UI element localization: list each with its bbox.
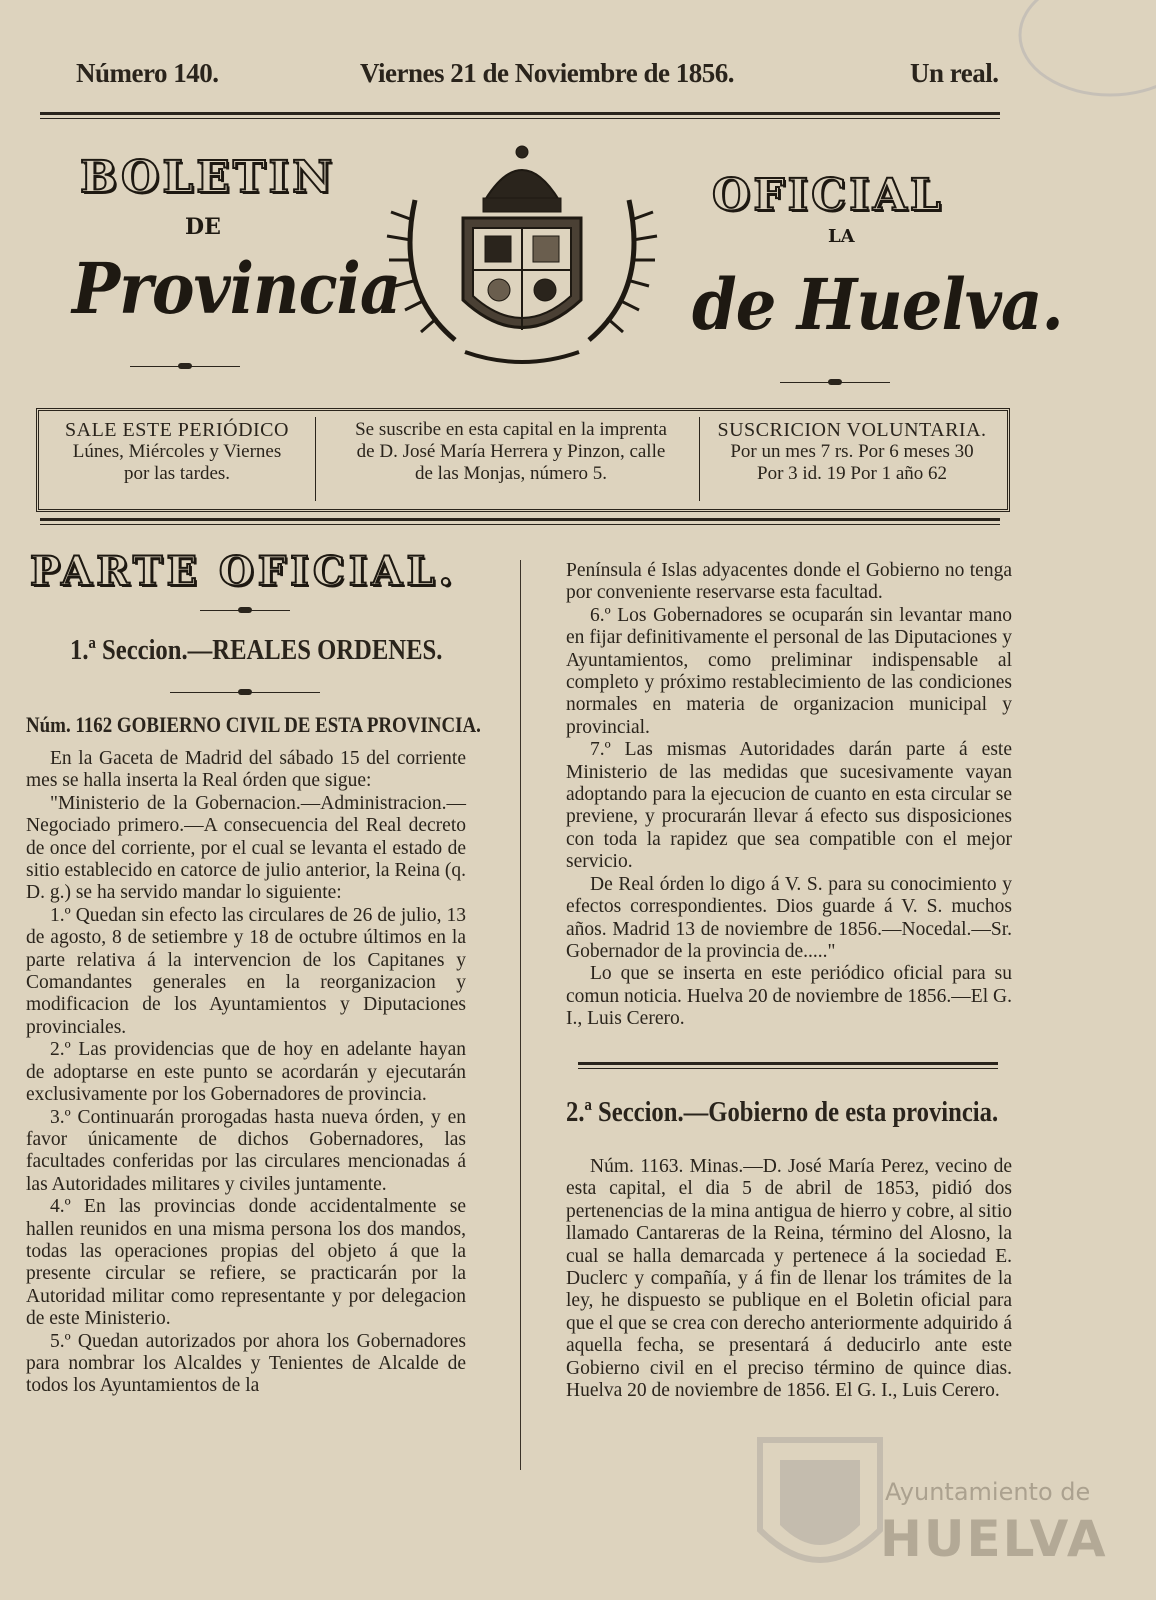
subscribe-line-2: de D. José María Herrera y Pinzon, calle <box>356 441 666 462</box>
right-column-text <box>566 560 1012 1031</box>
ornament-right-dot <box>828 379 842 385</box>
box-divider-2 <box>699 417 700 501</box>
masthead-oficial: OFICIAL <box>712 170 944 221</box>
prices-head: SUSCRICION VOLUNTARIA. <box>717 419 987 441</box>
schedule-time: por las tardes. <box>123 463 231 484</box>
box-bottom-rule <box>40 518 1000 525</box>
watermark-line-2: HUELVA <box>880 1510 1108 1568</box>
box-divider-1 <box>315 417 316 501</box>
schedule-head: SALE ESTE PERIÓDICO <box>65 419 289 441</box>
left-paragraph: En la Gaceta de Madrid del sábado 15 del corriente mes se halla inserta la Real órden que sigue: <box>26 748 466 792</box>
ornament-left-dot <box>178 363 192 369</box>
left-column-text <box>26 748 466 1398</box>
subscribe-line-1: Se suscribe en esta capital en la imprenta <box>355 419 667 440</box>
masthead-huelva: de Huelva. <box>692 264 1063 347</box>
decree-number-title: Núm. 1162 GOBIERNO CIVIL DE ESTA PROVINCIA. <box>26 712 481 737</box>
right-paragraph: De Real órden lo digo á V. S. para su conocimiento y efectos correspondientes. Dios guarde á V. S. muchos años. Madrid 13 de noviembre de 1856.—Nocedal.—Sr. Gobernador de la provincia de....." <box>566 873 1012 962</box>
schedule-info <box>43 419 311 485</box>
masthead-la: LA <box>828 226 855 247</box>
section-1-title: 1.ª Seccion.—REALES ORDENES. <box>70 634 443 666</box>
left-paragraph: 5.º Quedan autorizados por ahora los Gobernadores para nombrar los Alcaldes y Tenientes de Alcalde de todos los Ayuntamientos de la <box>26 1330 466 1397</box>
parte-oficial-title: PARTE OFICIAL. <box>30 548 457 595</box>
library-stamp <box>1000 0 1156 110</box>
subscribe-line-3: de las Monjas, número 5. <box>414 463 608 484</box>
issue-date: Viernes 21 de Noviembre de 1856. <box>360 58 734 88</box>
masthead-de: DE <box>185 214 221 240</box>
issue-header <box>40 58 1000 98</box>
left-paragraph: 2.º Las providencias que de hoy en adelante hayan de adoptarse en este punto se acordarán y ejecutarán exclusivamente por los Gobernadores de provincia. <box>26 1039 466 1106</box>
right-column-mines <box>566 1156 1012 1402</box>
parte-ornament-dot <box>238 607 252 613</box>
right-paragraph: Lo que se inserta en este periódico oficial para su comun noticia. Huelva 20 de noviembre de 1856.—El G. I., Luis Cerero. <box>566 963 1012 1030</box>
header-rule <box>40 112 1000 119</box>
schedule-days: Lúnes, Miércoles y Viernes <box>72 441 282 462</box>
right-paragraph: Península é Islas adyacentes donde el Gobierno no tenga por conveniente reservarse esta facultad. <box>566 560 1012 604</box>
issue-price: Un real. <box>910 58 999 88</box>
mines-paragraph: Núm. 1163. Minas.—D. José María Perez, vecino de esta capital, el dia 5 de abril de 1853, pidió dos pertenencias de la mina antigua de hierro y cobre, al sitio llamado Cantareras de la Reina, término del Alosno, la cual se halla demarcada y pertenece á la sociedad E. Duclerc y compañía, y á fin de llenar los trámites de la ley, he dispuesto se publique en el Boletin oficial para que el que se crea con derecho anteriormente adquirido á aquella fecha, se presentará á deducirlo ante este Gobierno civil en el preciso término de quince dias. Huelva 20 de noviembre de 1856. El G. I., Luis Cerero. <box>566 1156 1012 1402</box>
section-1-ornament-dot <box>238 689 252 695</box>
subscribe-where <box>323 419 699 485</box>
issue-number: Número 140. <box>76 58 219 88</box>
watermark-line-1: Ayuntamiento de <box>885 1478 1091 1506</box>
section-2-rule <box>578 1062 998 1069</box>
prices-line-1: Por un mes 7 rs. Por 6 meses 30 <box>730 441 974 462</box>
subscription-box <box>36 408 1010 512</box>
masthead-boletin: BOLETIN <box>80 152 336 203</box>
column-divider <box>520 560 521 1470</box>
royal-crest-icon <box>355 140 690 375</box>
masthead-provincia: Provincia <box>72 248 401 331</box>
left-paragraph: 1.º Quedan sin efecto las circulares de 26 de julio, 13 de agosto, 8 de setiembre y 18 de octubre últimos en la parte relativa á la intervencion de los Capitanes y Comandantes generales en la reorganizacion y modificacion de los Ayuntamientos y Diputaciones provinciales. <box>26 904 466 1038</box>
subscription-prices <box>703 419 1001 485</box>
left-paragraph: "Ministerio de la Gobernacion.—Administracion.—Negociado primero.—A consecuencia del Real decreto de once del corriente, por el cual se levanta el estado de sitio establecido en catorce de julio anterior, la Reina (q. D. g.) se ha servido mandar lo siguiente: <box>26 792 466 904</box>
left-paragraph: 4.º En las provincias donde accidentalmente se hallen reunidos en una misma persona los dos mandos, todas las operaciones propias del objeto á que la presente circular se refiere, se practicarán por la Autoridad militar como representante y por delegacion de este Ministerio. <box>26 1196 466 1330</box>
left-paragraph: 3.º Continuarán prorogadas hasta nueva órden, y en favor únicamente de dichos Gobernadores, las facultades conferidas por las circulares mencionadas á las Autoridades militares y civiles juntamente. <box>26 1106 466 1195</box>
prices-line-2: Por 3 id. 19 Por 1 año 62 <box>757 463 947 484</box>
right-paragraph: 6.º Los Gobernadores se ocuparán sin levantar mano en fijar definitivamente el personal de las Diputaciones y Ayuntamientos, como preliminar indispensable al completo y próximo restablecimiento de las condiciones normales en materia de organizacion municipal y provincial. <box>566 604 1012 738</box>
section-2-title: 2.ª Seccion.—Gobierno de esta provincia. <box>566 1096 999 1128</box>
right-paragraph: 7.º Las mismas Autoridades darán parte á este Ministerio de las medidas que sucesivamente vayan adoptando para la ejecucion de cuanto en esta circular se previene, y procurarán llevar á efecto sus disposiciones con toda la rapidez que sea compatible con el mejor servicio. <box>566 739 1012 873</box>
